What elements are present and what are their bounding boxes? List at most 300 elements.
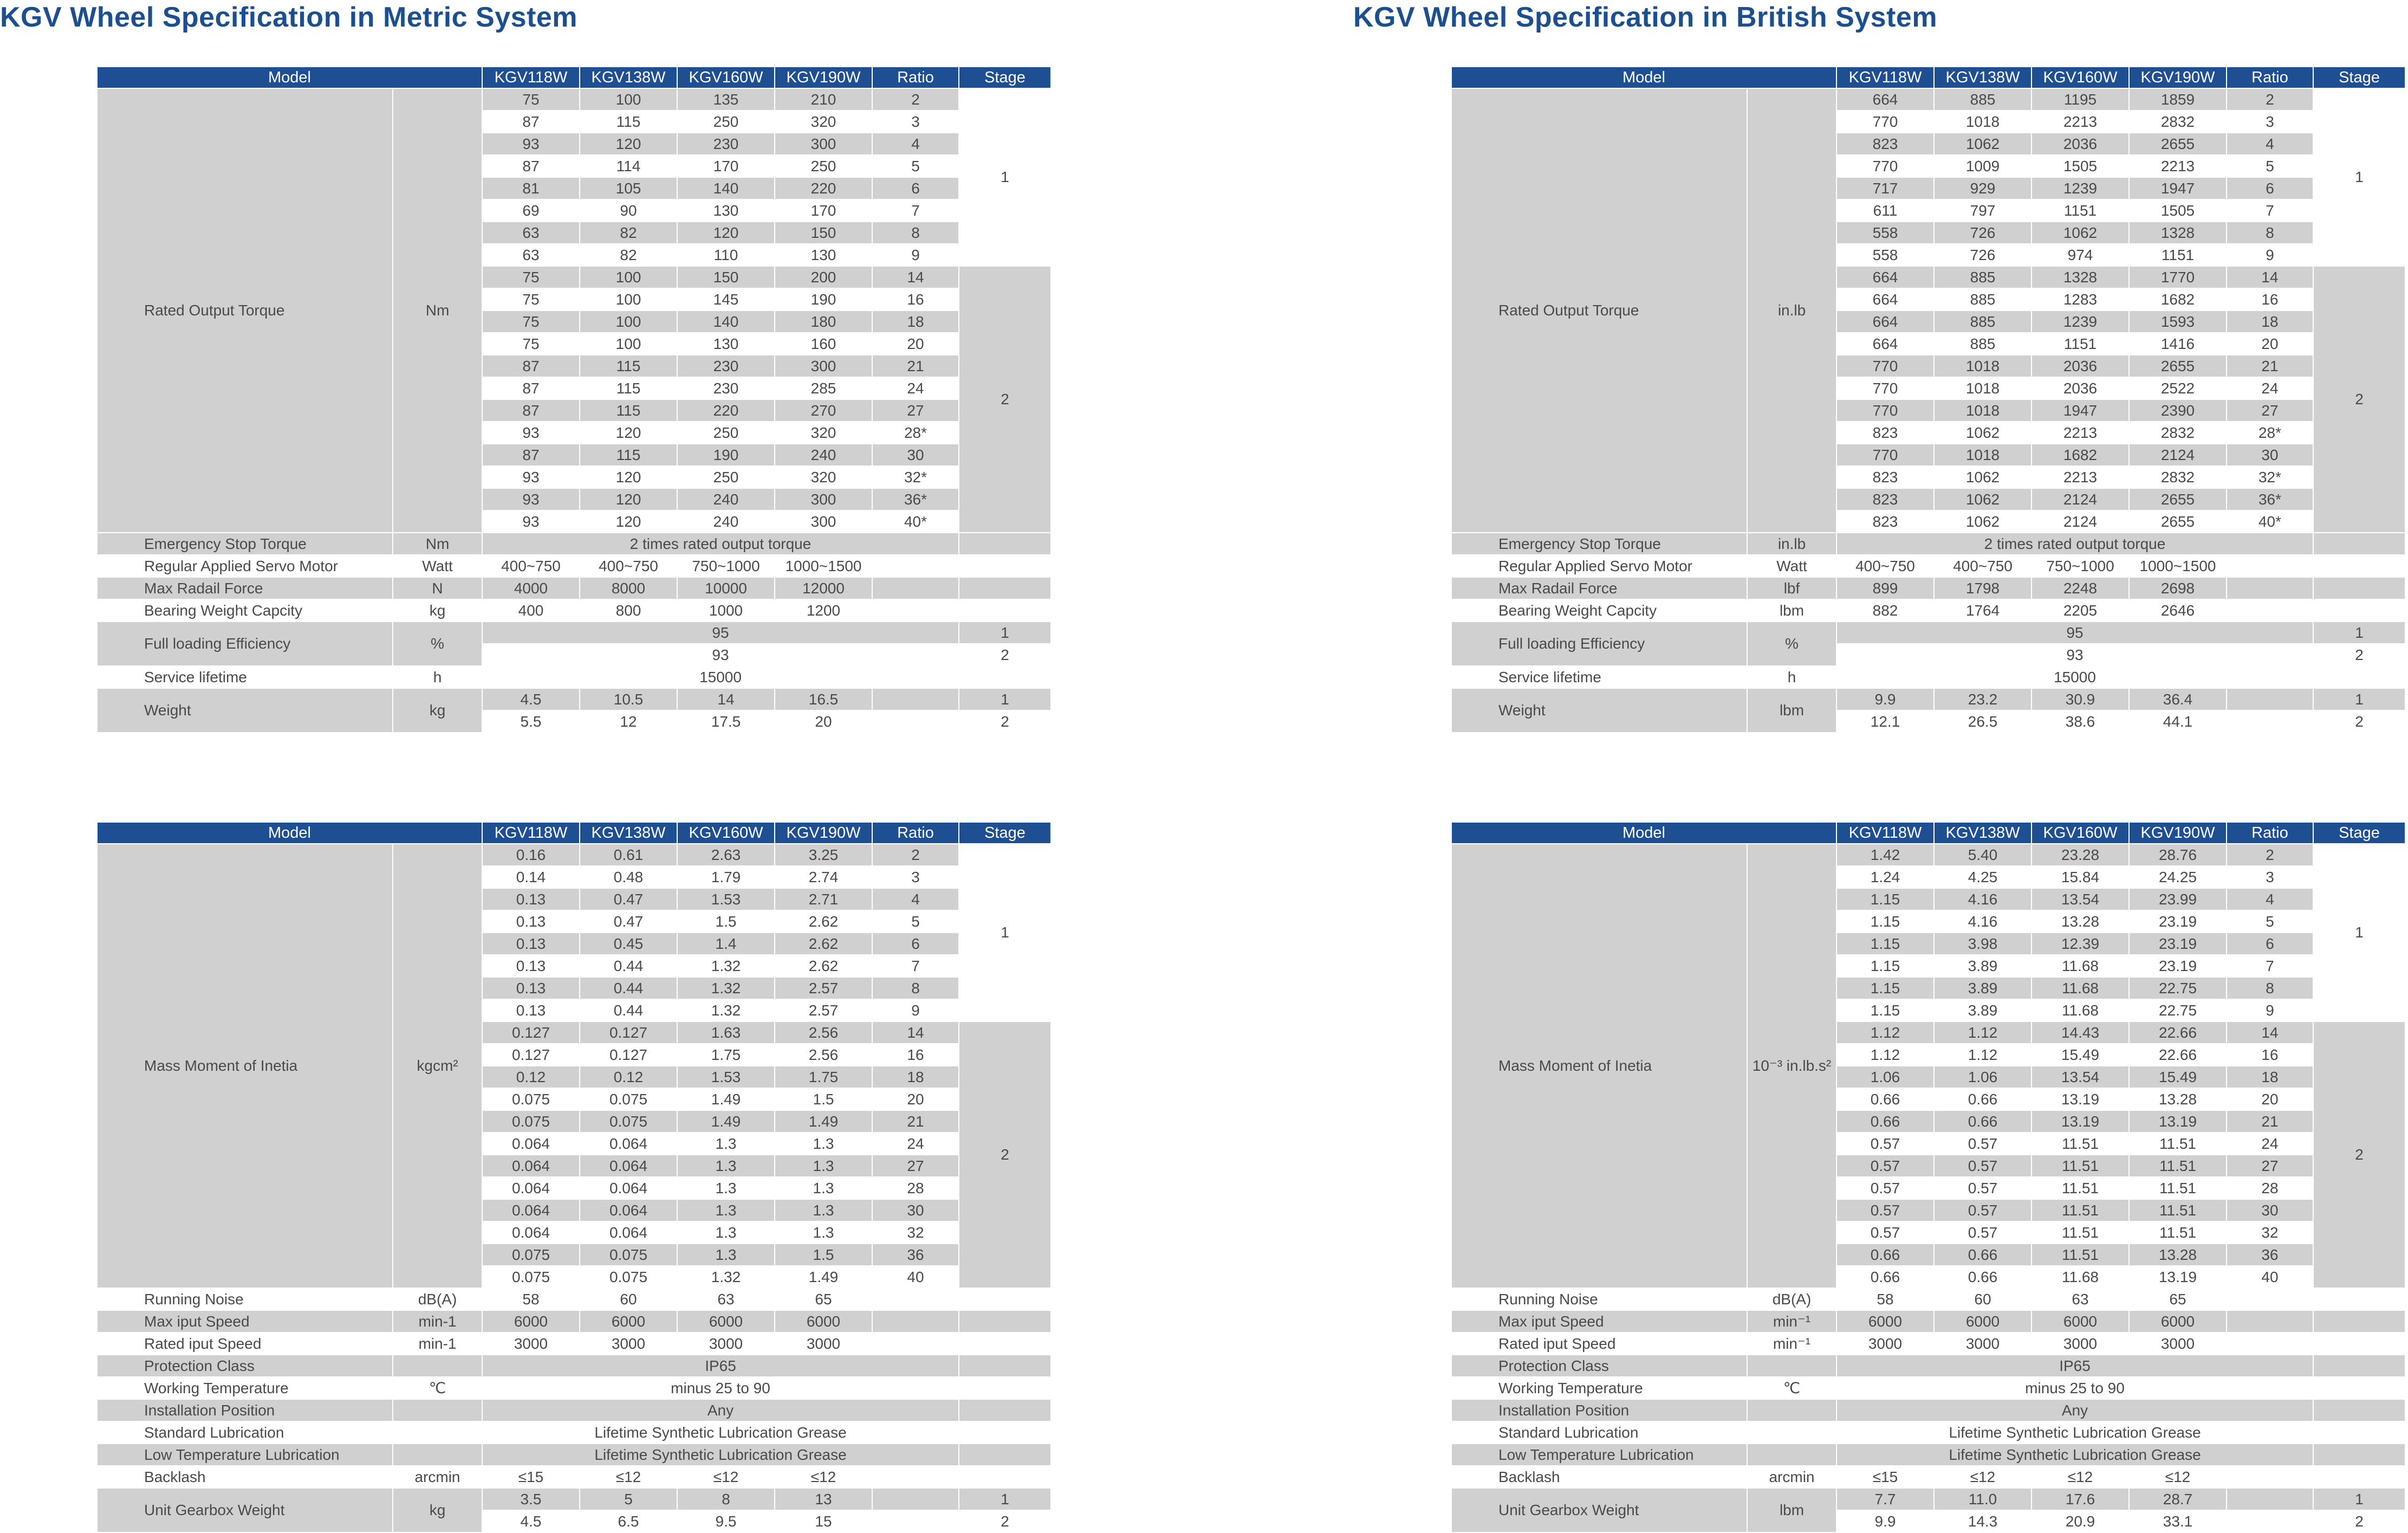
- value-cell: 1.75: [775, 1066, 872, 1088]
- param-unit: %: [1747, 622, 1836, 666]
- value-cell: 17.5: [677, 710, 775, 733]
- value-cell: 823: [1836, 510, 1934, 533]
- value-cell: 120: [580, 488, 677, 510]
- ratio-cell: 8: [872, 977, 959, 999]
- value-cell: 770: [1836, 399, 1934, 422]
- ratio-cell: 3: [2227, 111, 2313, 133]
- value-cell: 114: [580, 155, 677, 177]
- ratio-cell: 14: [872, 1021, 959, 1044]
- param-unit: lbm: [1747, 1488, 1836, 1532]
- value-cell: 726: [1934, 222, 2031, 244]
- value-cell: 1859: [2129, 88, 2227, 111]
- value-cell: 2213: [2031, 466, 2129, 488]
- value-cell: 22.75: [2129, 977, 2227, 999]
- stage-cell: 2: [959, 266, 1051, 533]
- value-cell: 1.06: [1934, 1066, 2031, 1088]
- stage-cell: 2: [959, 1510, 1051, 1532]
- param-label: Max iput Speed: [1452, 1310, 1747, 1333]
- value-cell: 1.53: [677, 888, 775, 910]
- ratio-cell: 5: [2227, 910, 2313, 933]
- value-cell: 13.54: [2031, 888, 2129, 910]
- value-cell: 30.9: [2031, 688, 2129, 710]
- empty-cell: [959, 1377, 1051, 1399]
- param-unit: [1747, 1444, 1836, 1466]
- value-cell: 0.66: [1836, 1088, 1934, 1110]
- value-cell: 1.32: [677, 999, 775, 1021]
- value-cell: 2213: [2031, 422, 2129, 444]
- value-cell: 2 times rated output torque: [482, 533, 959, 555]
- ratio-cell: [2227, 1466, 2313, 1488]
- value-cell: 0.075: [580, 1244, 677, 1266]
- ratio-cell: 2: [872, 844, 959, 866]
- value-cell: 14.3: [1934, 1510, 2031, 1532]
- ratio-cell: 28: [872, 1177, 959, 1199]
- table-row: [98, 622, 1051, 644]
- value-cell: 1.3: [775, 1177, 872, 1199]
- param-unit: dB(A): [1747, 1288, 1836, 1310]
- value-cell: 1062: [2031, 222, 2129, 244]
- value-cell: 1.32: [677, 955, 775, 977]
- ratio-cell: 30: [872, 1199, 959, 1221]
- value-cell: 11.51: [2031, 1244, 2129, 1266]
- ratio-cell: [2227, 1310, 2313, 1333]
- value-cell: 250: [677, 111, 775, 133]
- value-cell: 60: [1934, 1288, 2031, 1310]
- value-cell: 130: [677, 199, 775, 222]
- ratio-cell: 27: [2227, 399, 2313, 422]
- model-column-header: KGV190W: [2129, 67, 2227, 88]
- value-cell: 400~750: [482, 555, 580, 577]
- value-cell: 140: [677, 311, 775, 333]
- ratio-cell: [872, 1466, 959, 1488]
- value-cell: 320: [775, 466, 872, 488]
- value-cell: 15: [775, 1510, 872, 1532]
- param-label: Weight: [1452, 688, 1747, 733]
- param-label: Low Temperature Lubrication: [98, 1444, 393, 1466]
- value-cell: 12000: [775, 577, 872, 599]
- stage-cell: 1: [959, 622, 1051, 644]
- value-cell: 1195: [2031, 88, 2129, 111]
- empty-cell: [2313, 1377, 2405, 1399]
- param-unit: in.lb: [1747, 88, 1836, 533]
- value-cell: 210: [775, 88, 872, 111]
- ratio-cell: 7: [872, 955, 959, 977]
- ratio-cell: 6: [872, 933, 959, 955]
- value-cell: 899: [1836, 577, 1934, 599]
- table-row: [98, 1399, 1051, 1421]
- value-cell: 250: [677, 422, 775, 444]
- value-cell: 3000: [580, 1333, 677, 1355]
- param-unit: kg: [393, 1488, 482, 1532]
- value-cell: ≤12: [677, 1466, 775, 1488]
- model-header: Model: [1452, 67, 1836, 88]
- value-cell: 0.064: [482, 1221, 580, 1244]
- value-cell: 0.57: [1934, 1177, 2031, 1199]
- param-unit: [1747, 1355, 1836, 1377]
- value-cell: 11.51: [2031, 1199, 2129, 1221]
- stage-cell: 2: [2313, 266, 2405, 533]
- table-row: [1452, 599, 2405, 622]
- value-cell: 2 times rated output torque: [1836, 533, 2313, 555]
- value-cell: 160: [775, 333, 872, 355]
- value-cell: 87: [482, 399, 580, 422]
- value-cell: 0.12: [580, 1066, 677, 1088]
- value-cell: 770: [1836, 355, 1934, 377]
- param-label: Service lifetime: [98, 666, 393, 688]
- ratio-cell: 28: [2227, 1177, 2313, 1199]
- value-cell: 130: [677, 333, 775, 355]
- ratio-cell: 30: [2227, 1199, 2313, 1221]
- param-unit: Nm: [393, 533, 482, 555]
- value-cell: 4.5: [482, 688, 580, 710]
- value-cell: 1283: [2031, 288, 2129, 311]
- value-cell: minus 25 to 90: [482, 1377, 959, 1399]
- value-cell: 0.44: [580, 955, 677, 977]
- value-cell: 823: [1836, 488, 1934, 510]
- empty-cell: [2313, 1355, 2405, 1377]
- value-cell: 1947: [2129, 177, 2227, 199]
- value-cell: 1.53: [677, 1066, 775, 1088]
- ratio-cell: [872, 555, 959, 577]
- value-cell: 23.28: [2031, 844, 2129, 866]
- value-cell: 800: [580, 599, 677, 622]
- value-cell: 1.3: [775, 1199, 872, 1221]
- value-cell: 12.39: [2031, 933, 2129, 955]
- table-header-row: [98, 823, 1051, 844]
- value-cell: 28.76: [2129, 844, 2227, 866]
- value-cell: 150: [775, 222, 872, 244]
- ratio-cell: 9: [872, 244, 959, 266]
- value-cell: 1.12: [1836, 1021, 1934, 1044]
- param-label: Protection Class: [1452, 1355, 1747, 1377]
- value-cell: 2655: [2129, 488, 2227, 510]
- value-cell: 69: [482, 199, 580, 222]
- param-label: Weight: [98, 688, 393, 733]
- param-unit: %: [393, 622, 482, 666]
- value-cell: 230: [677, 133, 775, 155]
- ratio-cell: 40*: [872, 510, 959, 533]
- value-cell: 12.1: [1836, 710, 1934, 733]
- value-cell: 726: [1934, 244, 2031, 266]
- value-cell: 8000: [580, 577, 677, 599]
- value-cell: 2036: [2031, 377, 2129, 399]
- value-cell: 885: [1934, 288, 2031, 311]
- value-cell: 3000: [775, 1333, 872, 1355]
- value-cell: 770: [1836, 111, 1934, 133]
- ratio-cell: [872, 1510, 959, 1532]
- value-cell: 93: [482, 510, 580, 533]
- value-cell: 1009: [1934, 155, 2031, 177]
- value-cell: 6000: [580, 1310, 677, 1333]
- value-cell: 885: [1934, 88, 2031, 111]
- value-cell: 1.49: [775, 1266, 872, 1288]
- value-cell: 885: [1934, 266, 2031, 288]
- stage-cell: 1: [2313, 1488, 2405, 1510]
- ratio-cell: 7: [2227, 955, 2313, 977]
- ratio-cell: 18: [872, 311, 959, 333]
- value-cell: 400~750: [1934, 555, 2031, 577]
- ratio-header: Ratio: [2227, 67, 2313, 88]
- empty-cell: [2313, 533, 2405, 555]
- param-unit: lbm: [1747, 599, 1836, 622]
- ratio-cell: 16: [872, 1044, 959, 1066]
- table-row: [98, 1310, 1051, 1333]
- stage-cell: [2313, 599, 2405, 622]
- value-cell: 1239: [2031, 311, 2129, 333]
- value-cell: 1.5: [775, 1088, 872, 1110]
- value-cell: 240: [775, 444, 872, 466]
- table-row: [98, 88, 1051, 111]
- value-cell: 3.89: [1934, 955, 2031, 977]
- param-label: Installation Position: [98, 1399, 393, 1421]
- value-cell: 9.9: [1836, 688, 1934, 710]
- value-cell: 0.064: [580, 1177, 677, 1199]
- value-cell: minus 25 to 90: [1836, 1377, 2313, 1399]
- value-cell: 0.13: [482, 977, 580, 999]
- empty-cell: [959, 1355, 1051, 1377]
- value-cell: 0.45: [580, 933, 677, 955]
- table-row: [98, 555, 1051, 577]
- value-cell: 0.075: [580, 1110, 677, 1133]
- ratio-cell: 20: [872, 333, 959, 355]
- ratio-cell: 18: [2227, 1066, 2313, 1088]
- value-cell: 0.127: [580, 1044, 677, 1066]
- value-cell: 20: [775, 710, 872, 733]
- value-cell: 105: [580, 177, 677, 199]
- value-cell: 0.064: [482, 1133, 580, 1155]
- value-cell: 11.51: [2031, 1155, 2129, 1177]
- param-unit: h: [393, 666, 482, 688]
- stage-cell: [2313, 1466, 2405, 1488]
- param-label: Running Noise: [98, 1288, 393, 1310]
- table-row: [98, 1355, 1051, 1377]
- param-label: Bearing Weight Capcity: [1452, 599, 1747, 622]
- table-row: [98, 688, 1051, 710]
- stage-cell: [2313, 555, 2405, 577]
- value-cell: 11.68: [2031, 999, 2129, 1021]
- value-cell: 1018: [1934, 444, 2031, 466]
- param-unit: min-1: [393, 1310, 482, 1333]
- value-cell: 770: [1836, 444, 1934, 466]
- value-cell: 0.66: [1934, 1244, 2031, 1266]
- value-cell: 93: [482, 488, 580, 510]
- empty-cell: [2313, 1399, 2405, 1421]
- value-cell: 26.5: [1934, 710, 2031, 733]
- ratio-cell: 5: [872, 910, 959, 933]
- param-label: Backlash: [98, 1466, 393, 1488]
- value-cell: 63: [482, 222, 580, 244]
- ratio-cell: 20: [872, 1088, 959, 1110]
- param-unit: dB(A): [393, 1288, 482, 1310]
- value-cell: 87: [482, 377, 580, 399]
- value-cell: 4.16: [1934, 888, 2031, 910]
- value-cell: 0.44: [580, 999, 677, 1021]
- value-cell: 0.127: [580, 1021, 677, 1044]
- value-cell: 1.12: [1934, 1044, 2031, 1066]
- ratio-cell: [2227, 555, 2313, 577]
- table-row: [1452, 1488, 2405, 1510]
- value-cell: 2036: [2031, 133, 2129, 155]
- value-cell: 0.064: [482, 1155, 580, 1177]
- param-label: Max Radail Force: [98, 577, 393, 599]
- value-cell: 1239: [2031, 177, 2129, 199]
- ratio-cell: 4: [872, 133, 959, 155]
- table-row: [1452, 577, 2405, 599]
- param-label: Running Noise: [1452, 1288, 1747, 1310]
- ratio-cell: 16: [2227, 288, 2313, 311]
- value-cell: 2522: [2129, 377, 2227, 399]
- value-cell: 3.25: [775, 844, 872, 866]
- value-cell: 0.57: [1836, 1221, 1934, 1244]
- value-cell: 1.3: [677, 1177, 775, 1199]
- ratio-cell: 5: [2227, 155, 2313, 177]
- ratio-cell: 14: [2227, 266, 2313, 288]
- ratio-cell: [2227, 1510, 2313, 1532]
- value-cell: 200: [775, 266, 872, 288]
- value-cell: 12: [580, 710, 677, 733]
- value-cell: 0.57: [1934, 1221, 2031, 1244]
- stage-cell: 2: [2313, 710, 2405, 733]
- value-cell: 22.66: [2129, 1044, 2227, 1066]
- value-cell: 1947: [2031, 399, 2129, 422]
- value-cell: 823: [1836, 133, 1934, 155]
- value-cell: 1.15: [1836, 888, 1934, 910]
- value-cell: 36.4: [2129, 688, 2227, 710]
- value-cell: 0.075: [580, 1266, 677, 1288]
- value-cell: 4.5: [482, 1510, 580, 1532]
- stage-cell: 1: [959, 88, 1051, 266]
- model-column-header: KGV118W: [1836, 823, 1934, 844]
- ratio-cell: [872, 577, 959, 599]
- stage-cell: 1: [959, 844, 1051, 1021]
- value-cell: 1000: [677, 599, 775, 622]
- value-cell: 797: [1934, 199, 2031, 222]
- value-cell: 1416: [2129, 333, 2227, 355]
- british-section-title: KGV Wheel Specification in British System: [1353, 2, 1938, 33]
- value-cell: 230: [677, 377, 775, 399]
- value-cell: 320: [775, 422, 872, 444]
- ratio-cell: 9: [872, 999, 959, 1021]
- value-cell: 81: [482, 177, 580, 199]
- table-row: [98, 666, 1051, 688]
- value-cell: 2.71: [775, 888, 872, 910]
- value-cell: 770: [1836, 377, 1934, 399]
- value-cell: 664: [1836, 333, 1934, 355]
- ratio-cell: 21: [872, 1110, 959, 1133]
- metric-section-title: KGV Wheel Specification in Metric System: [0, 2, 578, 33]
- ratio-cell: 28*: [872, 422, 959, 444]
- value-cell: 0.075: [482, 1266, 580, 1288]
- value-cell: 1.3: [677, 1199, 775, 1221]
- value-cell: 23.19: [2129, 933, 2227, 955]
- value-cell: 14: [677, 688, 775, 710]
- value-cell: ≤12: [580, 1466, 677, 1488]
- ratio-cell: 27: [872, 1155, 959, 1177]
- param-unit: kg: [393, 688, 482, 733]
- value-cell: 1.3: [677, 1244, 775, 1266]
- value-cell: 0.66: [1934, 1088, 2031, 1110]
- ratio-cell: 32*: [872, 466, 959, 488]
- value-cell: 115: [580, 399, 677, 422]
- value-cell: 0.064: [580, 1155, 677, 1177]
- value-cell: 15.49: [2129, 1066, 2227, 1088]
- model-column-header: KGV190W: [2129, 823, 2227, 844]
- value-cell: 120: [580, 466, 677, 488]
- value-cell: 230: [677, 355, 775, 377]
- value-cell: 0.064: [482, 1177, 580, 1199]
- value-cell: 115: [580, 111, 677, 133]
- model-column-header: KGV118W: [482, 67, 580, 88]
- value-cell: 1328: [2031, 266, 2129, 288]
- param-label: Working Temperature: [1452, 1377, 1747, 1399]
- value-cell: 1.15: [1836, 933, 1934, 955]
- value-cell: 100: [580, 266, 677, 288]
- value-cell: 2646: [2129, 599, 2227, 622]
- value-cell: 1062: [1934, 466, 2031, 488]
- value-cell: 16.5: [775, 688, 872, 710]
- value-cell: 0.13: [482, 933, 580, 955]
- value-cell: 240: [677, 488, 775, 510]
- value-cell: 1062: [1934, 510, 2031, 533]
- value-cell: 100: [580, 311, 677, 333]
- ratio-cell: 3: [2227, 866, 2313, 888]
- table-row: [1452, 88, 2405, 111]
- ratio-cell: 24: [872, 1133, 959, 1155]
- stage-cell: 1: [959, 1488, 1051, 1510]
- value-cell: 1062: [1934, 488, 2031, 510]
- ratio-cell: 3: [872, 111, 959, 133]
- value-cell: 11.0: [1934, 1488, 2031, 1510]
- value-cell: 93: [1836, 644, 2313, 666]
- stage-cell: [959, 1466, 1051, 1488]
- table-row: [1452, 844, 2405, 866]
- value-cell: 664: [1836, 288, 1934, 311]
- value-cell: 1.12: [1934, 1021, 2031, 1044]
- table-row: [1452, 1288, 2405, 1310]
- value-cell: 0.48: [580, 866, 677, 888]
- value-cell: 130: [775, 244, 872, 266]
- stage-cell: 1: [2313, 844, 2405, 1021]
- value-cell: 100: [580, 88, 677, 111]
- value-cell: 2832: [2129, 466, 2227, 488]
- value-cell: 87: [482, 355, 580, 377]
- table-row: [1452, 622, 2405, 644]
- value-cell: 750~1000: [2031, 555, 2129, 577]
- value-cell: 0.66: [1836, 1244, 1934, 1266]
- value-cell: 0.47: [580, 910, 677, 933]
- value-cell: 28.7: [2129, 1488, 2227, 1510]
- model-column-header: KGV118W: [482, 823, 580, 844]
- value-cell: 2.62: [775, 910, 872, 933]
- value-cell: 115: [580, 444, 677, 466]
- value-cell: 4.16: [1934, 910, 2031, 933]
- value-cell: 1200: [775, 599, 872, 622]
- param-label: Bearing Weight Capcity: [98, 599, 393, 622]
- value-cell: 3000: [2129, 1333, 2227, 1355]
- value-cell: 140: [677, 177, 775, 199]
- param-label: Unit Gearbox Weight: [98, 1488, 393, 1532]
- value-cell: 0.66: [1836, 1110, 1934, 1133]
- value-cell: 23.19: [2129, 955, 2227, 977]
- value-cell: 6000: [1934, 1310, 2031, 1333]
- value-cell: 1.3: [677, 1221, 775, 1244]
- value-cell: 120: [677, 222, 775, 244]
- ratio-cell: 4: [2227, 888, 2313, 910]
- value-cell: 3000: [677, 1333, 775, 1355]
- ratio-cell: 14: [872, 266, 959, 288]
- value-cell: 1.49: [677, 1088, 775, 1110]
- value-cell: 320: [775, 111, 872, 133]
